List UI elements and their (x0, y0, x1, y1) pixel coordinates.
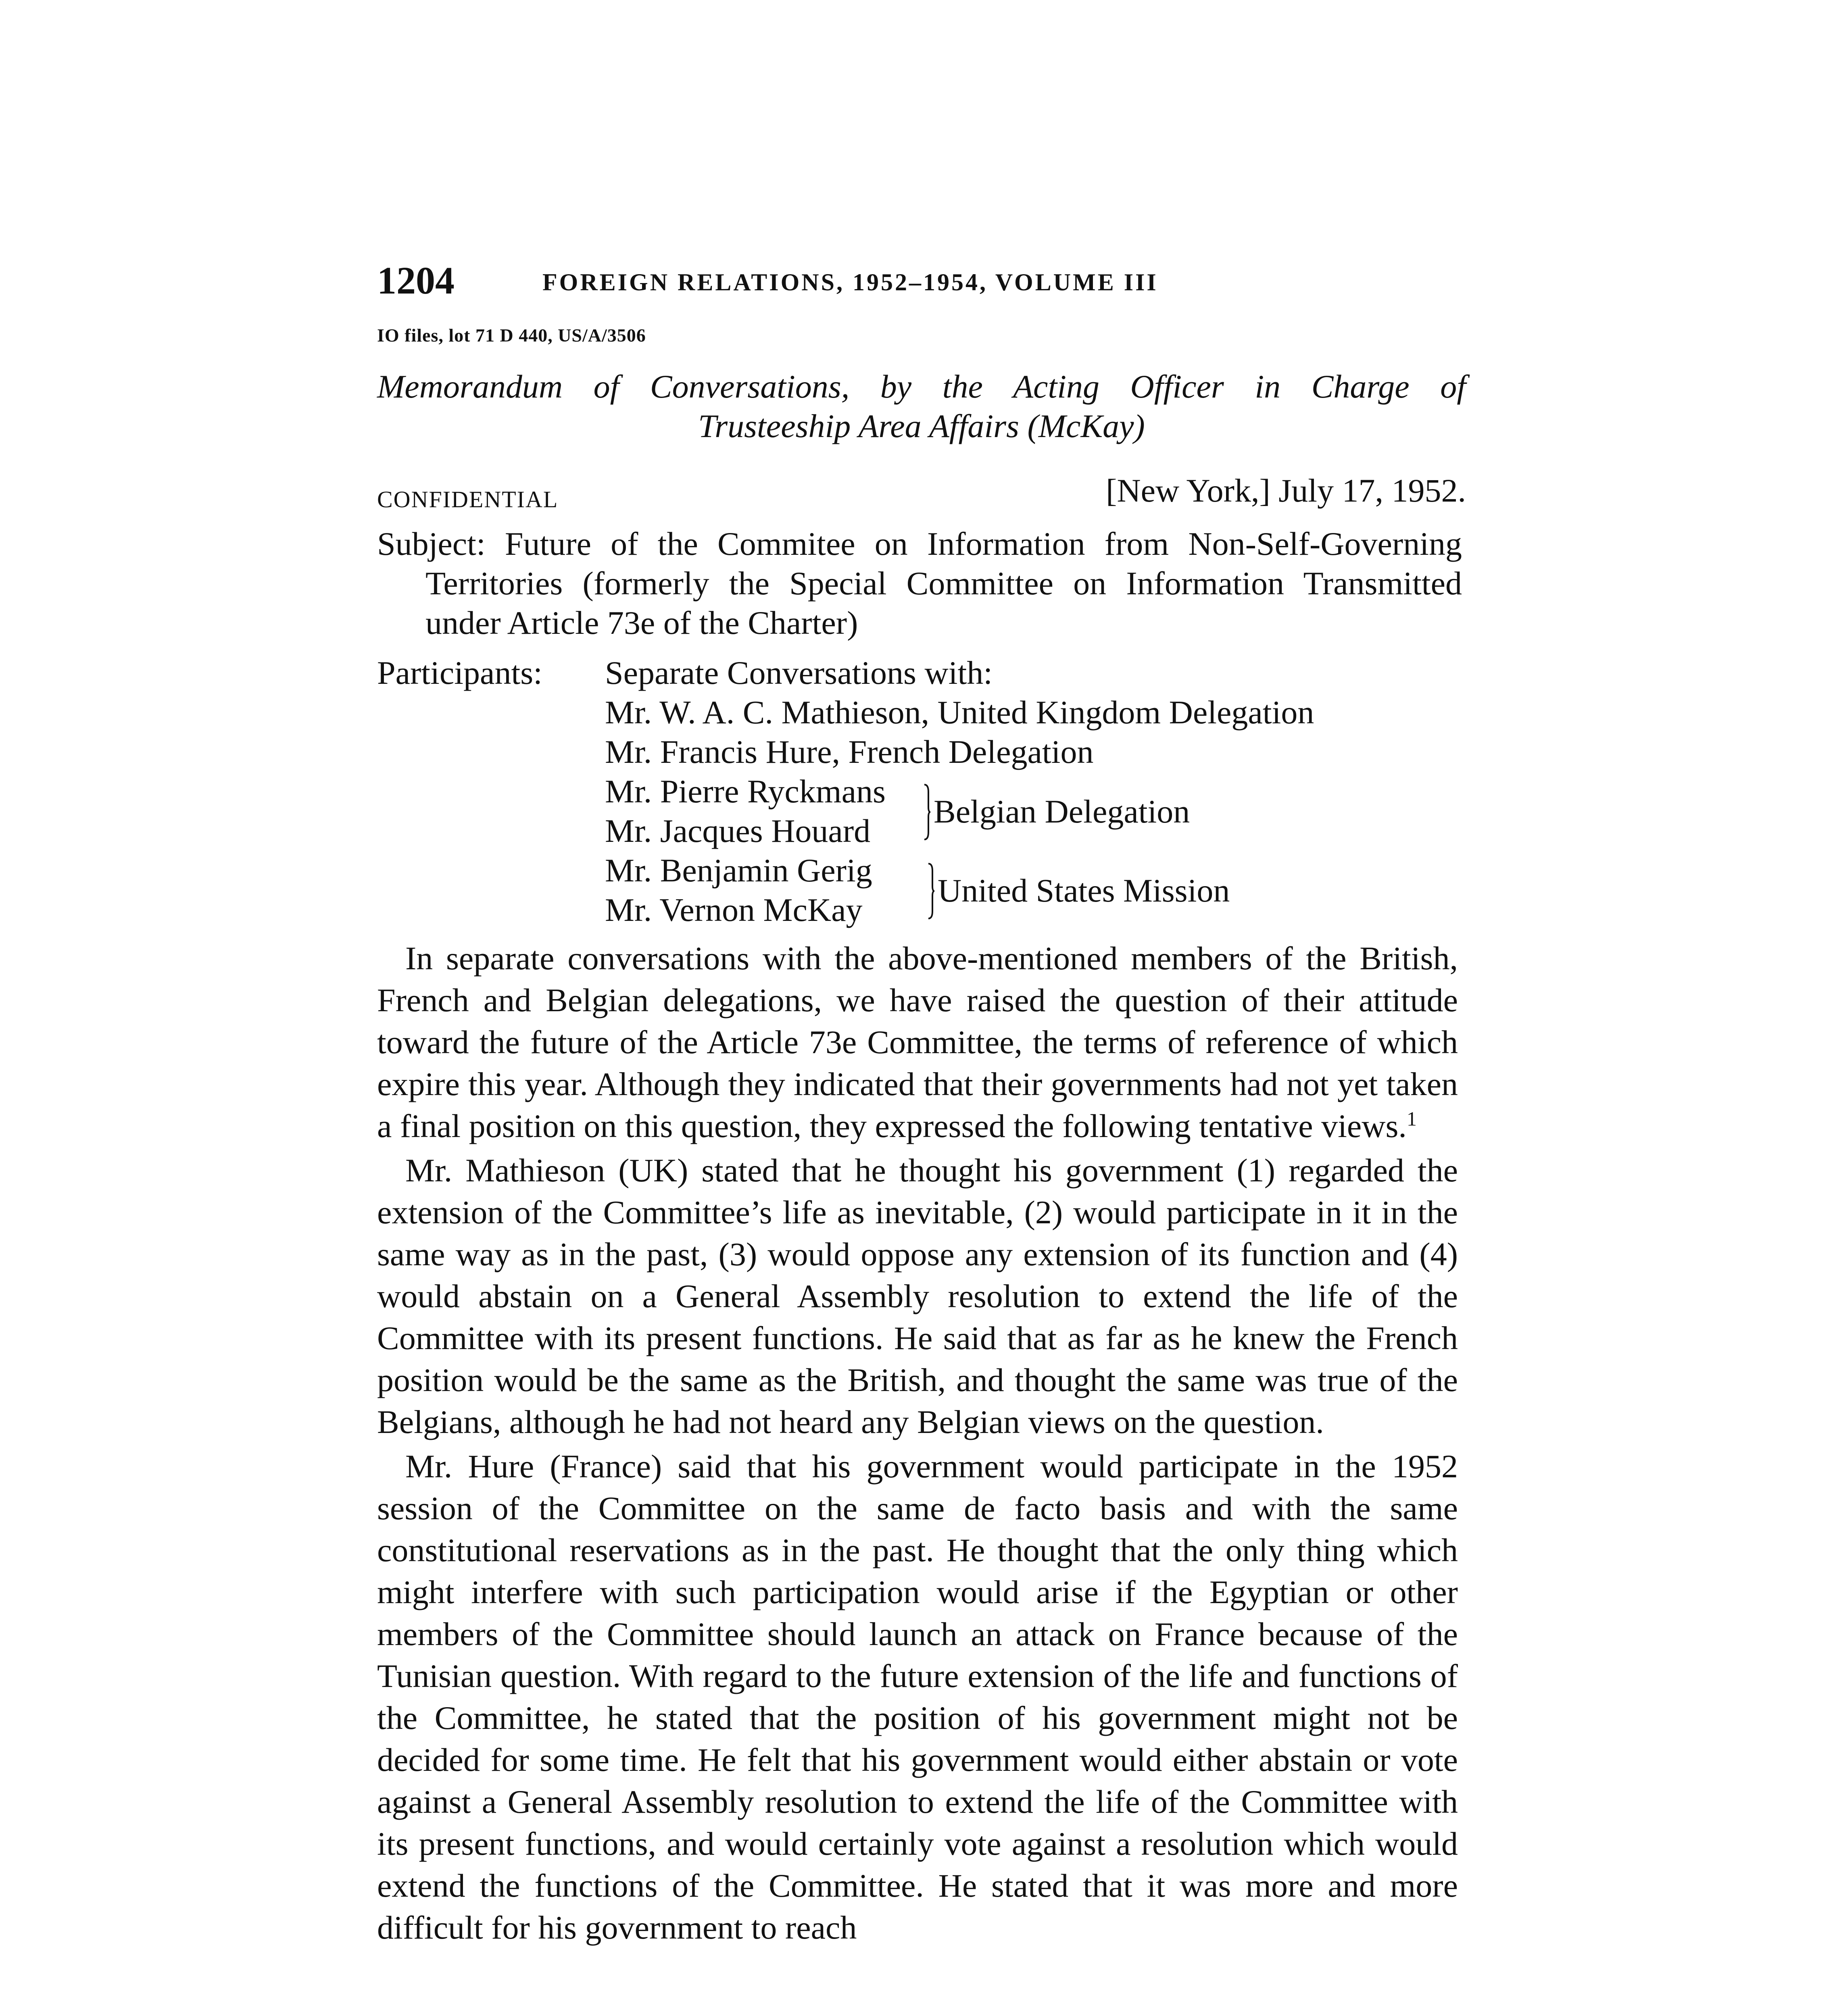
page-header (377, 258, 1466, 310)
participants-list (605, 653, 1314, 930)
body-paragraph: Mr. Hure (France) said that his government would participate in the 1952 session of the Committee on the same de facto basis and with the same constitutional reservations as in the past. He thought that the only thing which might interfere with such participation would arise if the Egyptian or other members of the Committee should launch an attack on France because of the Tunisian question. With regard to the future extension of the life and functions of the Committee, he stated that the position of his government might not be decided for some time. He felt that his government would either abstain or vote against a General Assembly resolution to extend the life of the Committee with its present functions, and would certainly vote against a resolution which would extend the functions of the Committee. He stated that it was more and more difficult for his government to reach (377, 1448, 1458, 1946)
participant-line: Mr. W. A. C. Mathieson, United Kingdom Delegation (605, 694, 1314, 731)
subject-block (377, 524, 1462, 643)
classification-marking: CONFIDENTIAL (377, 486, 559, 512)
document-title (377, 367, 1466, 446)
footnote-reference[interactable]: 1 (1406, 1107, 1417, 1130)
title-line-2: Trusteeship Area Affairs (McKay) (698, 408, 1145, 444)
right-brace-icon (924, 784, 931, 840)
subject-label: Subject: (377, 525, 486, 562)
memorandum-body (377, 937, 1458, 1951)
group-names (605, 772, 886, 851)
source-note: IO files, lot 71 D 440, US/A/3506 (377, 325, 646, 346)
subject-text: Future of the Commitee on Information from Non-Self-Governing Territories (formerly the Special Committee on Information Transmitted under Article 73e of the Charter) (425, 525, 1462, 641)
participant-name: Mr. Pierre Ryckmans (605, 773, 886, 810)
group-names (605, 851, 872, 930)
participants-intro: Separate Conversations with: (605, 654, 993, 691)
participants-label: Participants: (377, 654, 542, 691)
running-title: FOREIGN RELATIONS, 1952–1954, VOLUME III (542, 269, 1158, 296)
dateline: [New York,] July 17, 1952. (1106, 472, 1466, 509)
participant-group-us (605, 851, 1314, 930)
delegation-label: United States Mission (938, 872, 1230, 909)
delegation-label: Belgian Delegation (934, 793, 1190, 830)
page-number: 1204 (377, 259, 455, 302)
participant-name: Mr. Vernon McKay (605, 891, 863, 928)
body-paragraph: Mr. Mathieson (UK) stated that he thought his government (1) regarded the extension of the Committee’s life as inevitable, (2) would participate in it in the same way as in the past, (3) would oppose any extension of its function and (4) would abstain on a General Assembly resolution to extend the life of the Committee with its present functions. He said that as far as he knew the French position would be the same as the British, and thought the same was true of the Belgians, although he had not heard any Belgian views on the question. (377, 1152, 1458, 1440)
participant-line: Mr. Francis Hure, French Delegation (605, 733, 1094, 770)
body-paragraph: In separate conversations with the above-mentioned members of the British, French and Belgian delegations, we have raised the question of their attitude toward the future of the Article 73e Committee, the terms of reference of which expire this year. Although they indicated that their governments had not yet taken a final position on this question, they expressed the following tentative views.$^1$ (377, 940, 1458, 1144)
participant-name: Mr. Jacques Houard (605, 812, 871, 849)
title-line-1: Memorandum of Conversations, by the Acting Officer in Charge of (377, 368, 1466, 405)
participant-group-belgian (605, 772, 1314, 851)
participant-name: Mr. Benjamin Gerig (605, 852, 872, 889)
right-brace-icon (928, 863, 935, 919)
